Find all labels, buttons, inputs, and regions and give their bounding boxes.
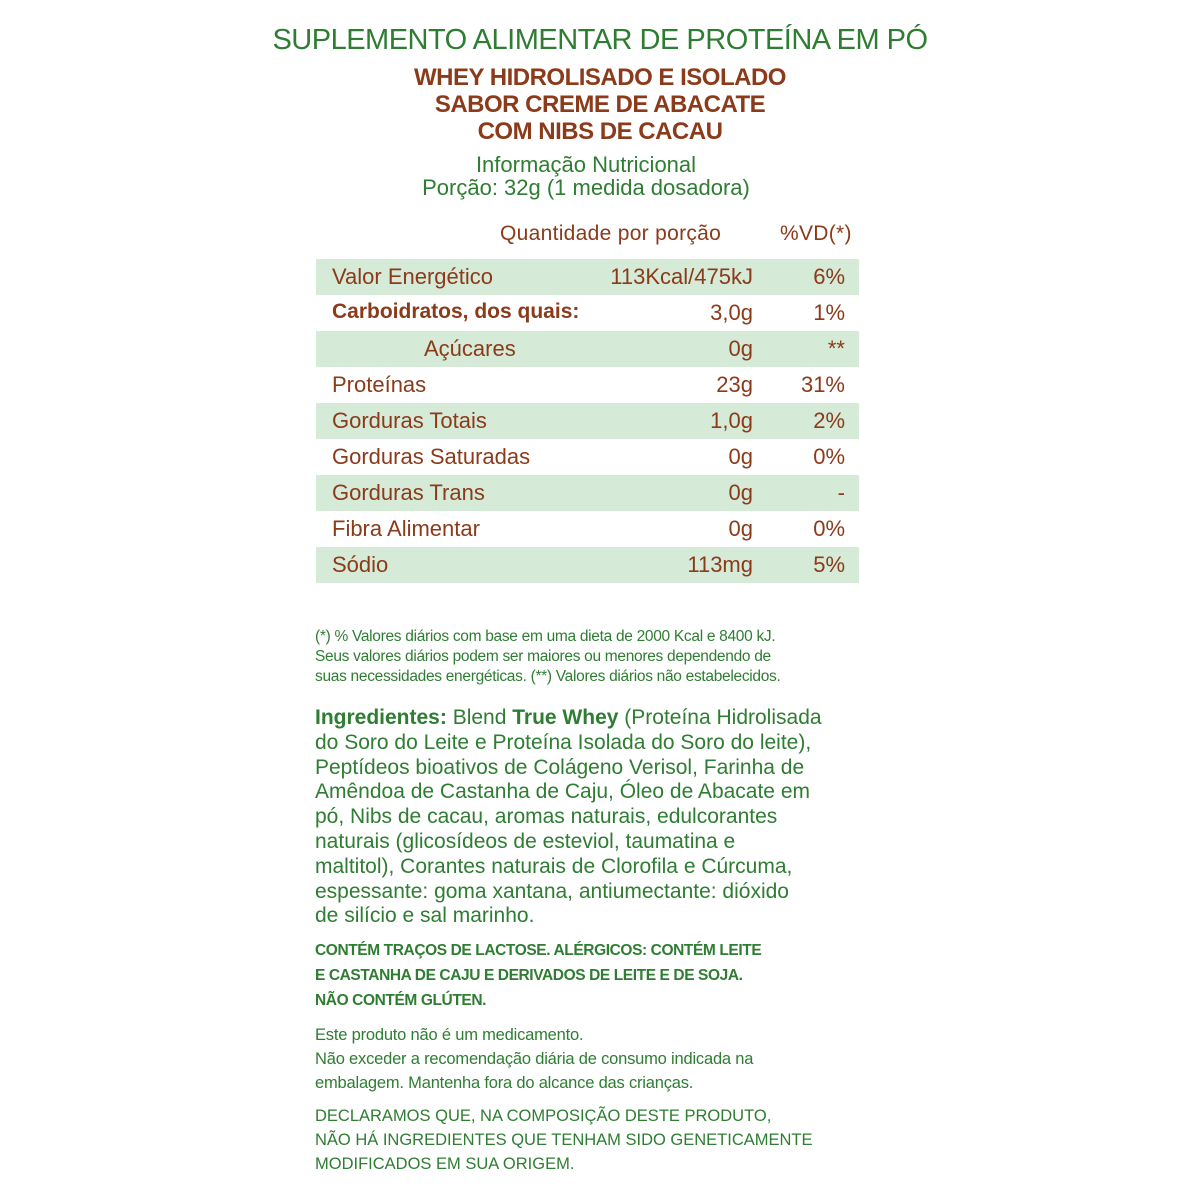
ingredients-line: maltitol), Corantes naturais de Clorofila e Cúrcuma, bbox=[315, 854, 793, 878]
ingredients-line bbox=[315, 706, 875, 731]
table-row-trans-fat bbox=[316, 475, 859, 511]
nutrient-quantity: 1,0g bbox=[710, 408, 753, 433]
nutrient-daily-value: 6% bbox=[813, 264, 845, 289]
label-title: SUPLEMENTO ALIMENTAR DE PROTEÍNA EM PÓ bbox=[272, 24, 928, 56]
footnote-line: Seus valores diários podem ser maiores ou menores dependendo de bbox=[315, 648, 771, 665]
nutrient-quantity: 0g bbox=[728, 480, 753, 505]
nutrient-daily-value: - bbox=[837, 480, 845, 505]
nutrient-quantity: 113Kcal/475kJ bbox=[610, 264, 753, 289]
ingredients-line: do Soro do Leite e Proteína Isolada do Soro do leite), bbox=[315, 730, 812, 754]
product-name-line-3: COM NIBS DE CACAU bbox=[477, 118, 723, 145]
allergen-line: CONTÉM TRAÇOS DE LACTOSE. ALÉRGICOS: CONTÉM LEITE bbox=[315, 942, 762, 959]
allergen-line: NÃO CONTÉM GLÚTEN. bbox=[315, 992, 487, 1009]
nutrient-daily-value: 2% bbox=[813, 408, 845, 433]
nutrient-daily-value: 31% bbox=[800, 372, 845, 397]
product-name-line-1: WHEY HIDROLISADO E ISOLADO bbox=[414, 64, 786, 91]
gmo-declaration bbox=[315, 1104, 875, 1176]
table-row-fiber bbox=[316, 511, 859, 547]
nutrient-daily-value: 5% bbox=[813, 552, 845, 577]
table-row-carbohydrates bbox=[316, 295, 859, 331]
ingredients-line: Peptídeos bioativos de Colágeno Verisol, Farinha de bbox=[315, 755, 805, 779]
allergen-line: E CASTANHA DE CAJU E DERIVADOS DE LEITE E DE SOJA. bbox=[315, 967, 743, 984]
table-row-proteins bbox=[316, 367, 859, 403]
column-header-daily-value: %VD(*) bbox=[780, 222, 852, 245]
nutrient-quantity: 23g bbox=[716, 372, 753, 397]
nutrient-daily-value: 0% bbox=[813, 444, 845, 469]
ingredients-text: Blend bbox=[446, 706, 513, 729]
nutrient-daily-value: 0% bbox=[813, 516, 845, 541]
ingredients-line: espessante: goma xantana, antiumectante: dióxido bbox=[315, 879, 789, 903]
nutrient-name: Fibra Alimentar bbox=[332, 516, 480, 541]
ingredients-label: Ingredientes: bbox=[315, 706, 447, 729]
footnote-line: (*) % Valores diários com base em uma dieta de 2000 Kcal e 8400 kJ. bbox=[315, 628, 776, 645]
nutrient-name: Gorduras Saturadas bbox=[332, 444, 531, 469]
serving-size: Porção: 32g (1 medida dosadora) bbox=[422, 175, 750, 200]
notice-line: embalagem. Mantenha fora do alcance das crianças. bbox=[315, 1074, 694, 1092]
table-row-saturated-fat bbox=[316, 439, 859, 475]
nutrient-quantity: 3,0g bbox=[710, 300, 753, 325]
medical-notice bbox=[315, 1023, 875, 1095]
nutrient-name: Proteínas bbox=[332, 372, 427, 397]
nutrition-table bbox=[316, 259, 859, 583]
declaration-line: NÃO HÁ INGREDIENTES QUE TENHAM SIDO GENETICAMENTE bbox=[315, 1131, 813, 1149]
ingredients-line: naturais (glicosídeos de esteviol, taumatina e bbox=[315, 829, 736, 853]
nutrient-name: Açúcares bbox=[424, 336, 516, 361]
ingredients-line: Amêndoa de Castanha de Caju, Óleo de Abacate em bbox=[315, 780, 810, 804]
declaration-line: MODIFICADOS EM SUA ORIGEM. bbox=[315, 1155, 575, 1173]
notice-line: Este produto não é um medicamento. bbox=[315, 1026, 584, 1044]
allergen-warning bbox=[315, 938, 875, 1013]
column-header-quantity: Quantidade por porção bbox=[500, 222, 722, 245]
footnote-line: suas necessidades energéticas. (**) Valores diários não estabelecidos. bbox=[315, 668, 781, 685]
nutrient-quantity: 0g bbox=[728, 516, 753, 541]
notice-line: Não exceder a recomendação diária de consumo indicada na bbox=[315, 1050, 754, 1068]
nutrient-name: Carboidratos, dos quais: bbox=[332, 300, 580, 323]
nutrient-quantity: 113mg bbox=[687, 552, 753, 577]
nutrient-daily-value: ** bbox=[827, 336, 845, 361]
brand-name: True Whey bbox=[512, 706, 619, 729]
nutrient-name: Sódio bbox=[332, 552, 389, 577]
declaration-line: DECLARAMOS QUE, NA COMPOSIÇÃO DESTE PRODUTO, bbox=[315, 1107, 772, 1125]
ingredients-line: pó, Nibs de cacau, aromas naturais, edulcorantes bbox=[315, 805, 778, 829]
product-name-line-2: SABOR CREME DE ABACATE bbox=[434, 91, 766, 118]
nutrient-daily-value: 1% bbox=[813, 300, 845, 325]
table-row-energy bbox=[316, 259, 859, 295]
table-row-sugars bbox=[316, 331, 859, 367]
nutrient-name: Gorduras Totais bbox=[332, 408, 487, 433]
ingredients-text: (Proteína Hidrolisada bbox=[618, 706, 822, 729]
table-row-sodium bbox=[316, 547, 859, 583]
nutrient-name: Gorduras Trans bbox=[332, 480, 485, 505]
table-row-total-fat bbox=[316, 403, 859, 439]
nutrient-name: Valor Energético bbox=[332, 264, 494, 289]
daily-value-footnote bbox=[315, 627, 875, 687]
nutrient-quantity: 0g bbox=[728, 444, 753, 469]
ingredients-line: de silício e sal marinho. bbox=[315, 904, 535, 928]
nutrient-quantity: 0g bbox=[728, 336, 753, 361]
ingredients-list bbox=[315, 706, 875, 929]
nutrition-info-title: Informação Nutricional bbox=[475, 152, 697, 177]
